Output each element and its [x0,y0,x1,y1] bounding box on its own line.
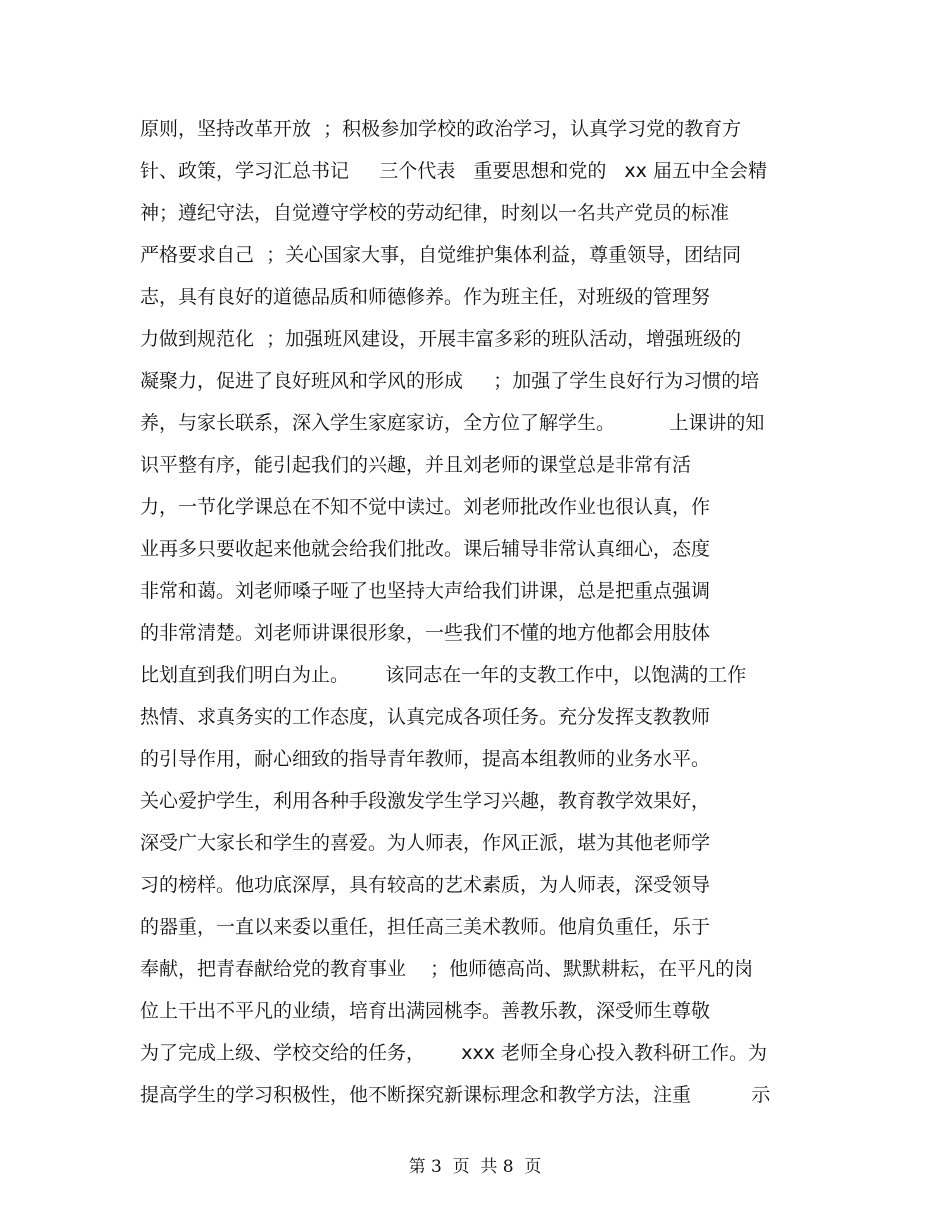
text-line: 志，具有良好的道德品质和师德修养。作为班主任，对班级的管理努 [140,286,711,308]
text-line: 的器重，一直以来委以重任，担任高三美术教师。他肩负重任，乐于 [140,916,711,938]
text-line: 力做到规范化 ；加强班风建设，开展丰富多彩的班队活动，增强班级的 [140,328,742,350]
text-line: 非常和蔼。刘老师嗓子哑了也坚持大声给我们讲课，总是把重点强调 [140,580,711,602]
text-line: 识平整有序，能引起我们的兴趣，并且刘老师的课堂总是非常有活 [140,454,692,476]
text-line: 习的榜样。他功底深厚，具有较高的艺术素质，为人师表，深受领导 [140,874,711,896]
text-line: 力，一节化学课总在不知不觉中读过。刘老师批改作业也很认真，作 [140,496,711,518]
page-number-footer: 第 3 页 共 8 页 [408,1157,542,1177]
text-line: 关心爱护学生，利用各种手段激发学生学习兴趣，教育教学效果好， [140,790,711,812]
text-line: 提高学生的学习积极性，他不断探究新课标理念和教学方法，注重 示 [140,1084,771,1106]
text-line: 的非常清楚。刘老师讲课很形象，一些我们不懂的地方他都会用肢体 [140,622,711,644]
text-line: 的引导作用，耐心细致的指导青年教师，提高本组教师的业务水平。 [140,748,711,770]
text-line: 比划直到我们明白为止。 该同志在一年的支教工作中，以饱满的工作 [140,664,747,686]
text-line: 针、政策，学习汇总书记 三个代表 重要思想和党的 xx 届五中全会精 [140,160,767,182]
text-line: 热情、求真务实的工作态度，认真完成各项任务。充分发挥支教教师 [140,706,711,728]
text-line: 业再多只要收起来他就会给我们批改。课后辅导非常认真细心，态度 [140,538,711,560]
text-line: 位上干出不平凡的业绩，培育出满园桃李。善教乐教，深受师生尊敬 [140,1000,711,1022]
text-line: 原则，坚持改革开放 ；积极参加学校的政治学习，认真学习党的教育方 [140,118,742,140]
text-line: 神；遵纪守法，自觉遵守学校的劳动纪律，时刻以一名共产党员的标准 [140,202,730,224]
text-line: 严格要求自己 ；关心国家大事，自觉维护集体利益，尊重领导，团结同 [140,244,742,266]
text-line: 奉献，把青春献给党的教育事业 ；他师德高尚、默默耕耘，在平凡的岗 [140,958,754,980]
text-line: 深受广大家长和学生的喜爱。为人师表，作风正派，堪为其他老师学 [140,832,711,854]
text-line: 凝聚力，促进了良好班风和学风的形成 ；加强了学生良好行为习惯的培 [140,370,760,392]
text-line: 养，与家长联系，深入学生家庭家访，全方位了解学生。 上课讲的知 [140,412,765,434]
text-line: 为了完成上级、学校交给的任务， xxx 老师全身心投入教科研工作。为 [140,1042,768,1064]
